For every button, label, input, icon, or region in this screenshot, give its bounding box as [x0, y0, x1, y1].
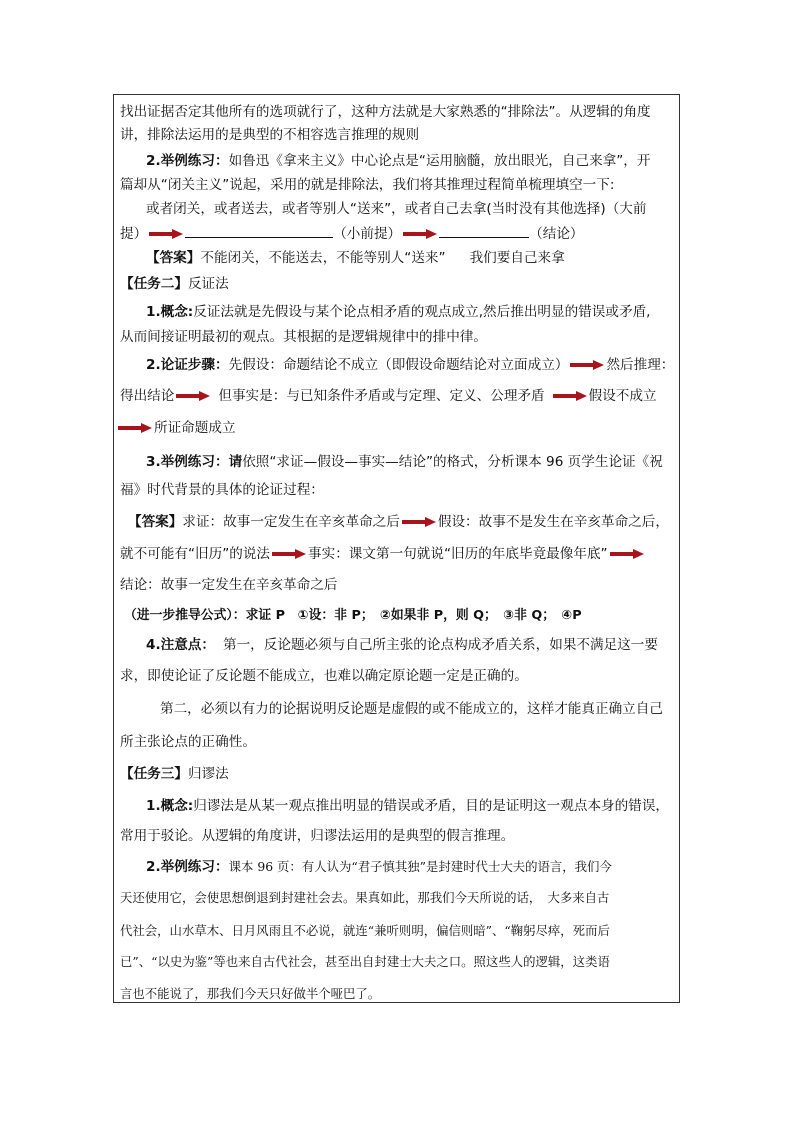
- section-heading: 【任务三】归谬法: [120, 766, 229, 782]
- text-line: 找出证据否定其他所有的选项就行了，这种方法就是大家熟悉的“排除法”。从逻辑的角度: [120, 104, 651, 120]
- arrow-icon: [402, 518, 436, 526]
- example-line: 3.举例练习：请依照“求证—假设—事实—结论”的格式，分析课本 96 页学生论证《祝: [146, 454, 663, 470]
- steps-line: 所证命题成立: [116, 419, 236, 437]
- quote-line: 代社会，山水草木、日月风雨且不必说，就连“兼听则明，偏信则暗”、“鞠躬尽瘁，死而后: [120, 923, 610, 938]
- answer-line: 结论：故事一定发生在辛亥革命之后: [120, 577, 338, 593]
- arrow-icon: [272, 550, 306, 558]
- blank-field: [185, 225, 333, 238]
- text-line: 求，即使论证了反论题不能成立，也难以确定原论题一定是正确的。: [120, 668, 528, 684]
- arrow-icon: [570, 361, 604, 369]
- text-line: 所主张论点的正确性。: [120, 734, 256, 750]
- arrow-icon: [553, 392, 587, 400]
- arrow-icon: [610, 550, 644, 558]
- concept-line: 1.概念:归谬法是从某一观点推出明显的错误或矛盾，目的是证明这一观点本身的错误，: [146, 798, 670, 814]
- arrow-icon: [176, 392, 210, 400]
- answer-line: 【答案】求证：故事一定发生在辛亥革命之后 假设：故事不是发生在辛亥革命之后，: [128, 514, 669, 530]
- answer-line: 就不可能有“旧历”的说法 事实：课文第一句就说“旧历的年底毕竟最像年底”: [120, 545, 646, 563]
- arrow-icon: [149, 230, 183, 238]
- formula-line: （进一步推导公式）：求证 P ①设：非 P； ②如果非 P，则 Q； ③非 Q； ④P: [124, 608, 582, 623]
- arrow-icon: [403, 230, 437, 238]
- section-heading: 【任务二】反证法: [120, 276, 229, 292]
- fill-blank-line: 提） （小前提） （结论）: [120, 226, 584, 242]
- text-line: 讲，排除法运用的是典型的不相容选言推理的规则: [120, 127, 420, 143]
- blank-field: [439, 225, 529, 238]
- text-line: 或者闭关，或者送去，或者等别人“送来”，或者自己去拿(当时没有其他选择)（大前: [146, 201, 647, 217]
- quote-line: 天还使用它，会使思想倒退到封建社会去。果真如此，那我们今天所说的话， 大多来自古: [120, 890, 610, 905]
- quote-line: 已”、“以史为鉴”等也来自古代社会，甚至出自封建士大夫之口。照这些人的逻辑，这类语: [120, 954, 610, 969]
- text-line: 第二，必须以有力的论据说明反论题是虚假的或不能成立的，这样才能真正确立自己: [160, 701, 663, 717]
- example-line: 2.举例练习：如鲁迅《拿来主义》中心论点是“运用脑髓，放出眼光，自己来拿”，开: [146, 153, 651, 169]
- concept-line: 1.概念:反证法就是先假设与某个论点相矛盾的观点成立,然后推出明显的错误或矛盾,: [146, 304, 651, 320]
- text-line: 福》时代背景的具体的论证过程：: [120, 482, 324, 498]
- text-line: 篇却从“闭关主义”说起，采用的就是排除法，我们将其推理过程简单梳理填空一下:: [120, 177, 615, 193]
- answer-line: 【答案】不能闭关，不能送去，不能等别人“送来” 我们要自己来拿: [146, 250, 565, 266]
- steps-line: 2.论证步骤：先假设：命题结论不成立（即假设命题结论对立面成立） 然后推理：: [146, 357, 675, 373]
- notes-line: 4.注意点： 第一，反论题必须与自己所主张的论点构成矛盾关系，如果不满足这一要: [146, 637, 658, 653]
- quote-line: 言也不能说了，那我们今天只好做半个哑巴了。: [120, 986, 381, 1001]
- text-line: 常用于驳论。从逻辑的角度讲，归谬法运用的是典型的假言推理。: [120, 828, 515, 844]
- example-line: 2.举例练习：课本 96 页：有人认为“君子慎其独”是封建时代士大夫的语言，我们今: [146, 859, 612, 875]
- arrow-icon: [118, 424, 152, 432]
- text-line: 从而间接证明最初的观点。其根据的是逻辑规律中的排中律。: [120, 329, 488, 345]
- steps-line: 得出结论 但事实是：与已知条件矛盾或与定理、定义、公理矛盾 假设不成立: [120, 388, 657, 404]
